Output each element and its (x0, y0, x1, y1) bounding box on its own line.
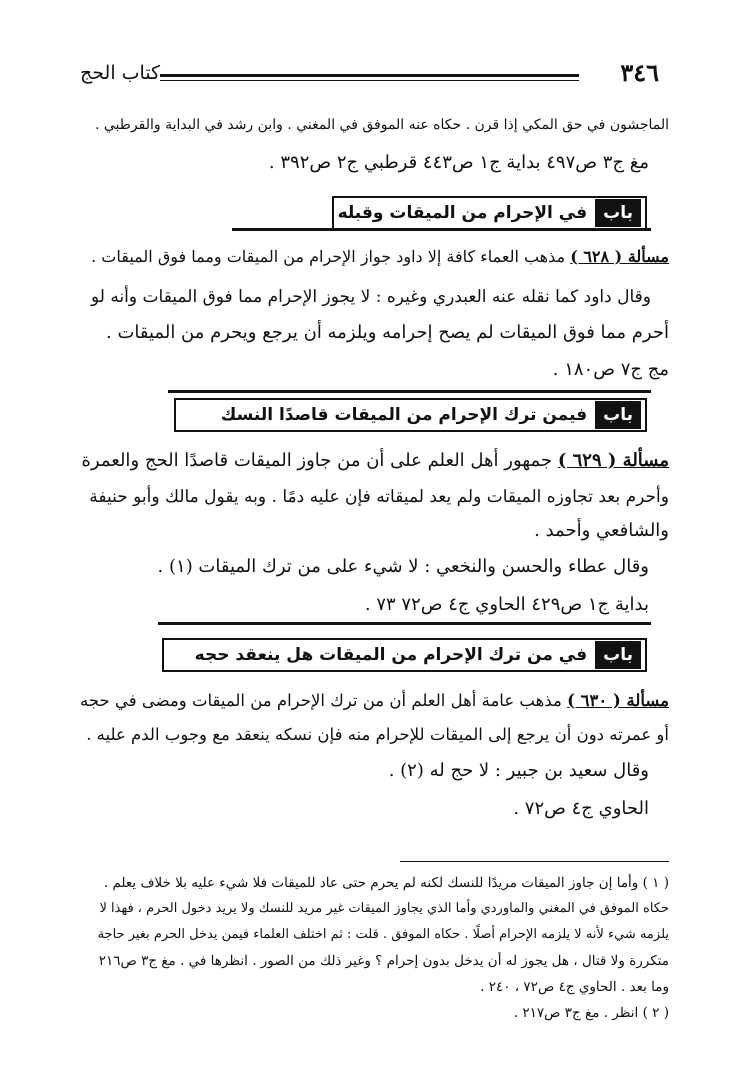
masala-label: مسألة ( ٦٢٩ ) (557, 450, 669, 471)
footnote-1-line: ( ١ ) وأما إن جاوز الميقات مريدًا للنسك لكنه لم يحرم حتى عاد للميقات فلا شيء عليه بلا خلاف يعلم . (103, 875, 669, 891)
reference-line: مج ج٧ ص١٨٠ . (552, 359, 669, 380)
paragraph-line: والشافعي وأحمد . (534, 520, 669, 541)
paragraph-line: أو عمرته دون أن يرجع إلى الميقات للإحرام منه فإن نسكه ينعقد مع وجوب الدم عليه . (86, 725, 669, 744)
masala-629 (80, 446, 669, 476)
section-title: فيمن ترك الإحرام من الميقات قاصدًا النسك (220, 405, 588, 425)
section-label: باب (595, 641, 641, 669)
section-label: باب (595, 199, 641, 227)
masala-label: مسألة ( ٦٣٠ ) (567, 691, 669, 710)
section-heading (332, 196, 647, 230)
footnote-1-line: متكررة ولا قتال ، هل يجوز له أن يدخل بدون إحرام ؟ وغير ذلك من الصور . انظرها في . مغ ج٣ ص٢١٦ (98, 953, 669, 969)
paragraph-line: وأحرم بعد تجاوزه الميقات ولم يعد لميقاته فإن عليه دمًا . وبه يقول مالك وأبو حنيفة (89, 487, 669, 507)
masala-text: مذهب عامة أهل العلم أن من ترك الإحرام من الميقات ومضى في حجه (80, 691, 562, 710)
footnote-1-line: يلزمه شيء لأنه لا يلزمه الإحرام أصلًا . حكاه الموفق . قلت : ثم اختلف العلماء فيمن يدخل الحرم بغير حاجة (97, 927, 669, 942)
section-heading (162, 638, 647, 672)
running-title: كتاب الحج (80, 62, 161, 84)
header-rule-thin (160, 80, 579, 81)
masala-628 (80, 242, 669, 272)
section-title: في الإحرام من الميقات وقبله (337, 203, 588, 223)
section-title: في من ترك الإحرام من الميقات هل ينعقد حجه (194, 645, 588, 665)
section-heading (174, 398, 647, 432)
section-heading-divider (168, 390, 651, 393)
section-label: باب (595, 401, 641, 429)
paragraph-line: وقال عطاء والحسن والنخعي : لا شيء على من ترك الميقات (١) . (157, 556, 649, 577)
intro-reference: مغ ج٣ ص٤٩٧ بداية ج١ ص٤٤٣ قرطبي ج٢ ص٣٩٢ . (268, 152, 649, 173)
masala-text: مذهب العماء كافة إلا داود جواز الإحرام من الميقات ومما فوق الميقات . (91, 247, 566, 266)
footnote-2: ( ٢ ) انظر . مغ ج٣ ص٢١٧ . (513, 1005, 669, 1021)
paragraph-line: وقال داود كما نقله عنه العبدري وغيره : لا يجوز الإحرام مما فوق الميقات وأنه لو (90, 287, 651, 307)
reference-line: بداية ج١ ص٤٢٩ الحاوي ج٤ ص٧٢ ٧٣ . (364, 594, 649, 615)
page-number: ٣٤٦ (620, 58, 659, 87)
intro-line: الماجشون في حق المكي إذا قرن . حكاه عنه الموفق في المغني . وابن رشد في البداية والقرطبي . (94, 117, 669, 133)
header-rule (160, 74, 579, 77)
footnote-1-line: حكاه الموفق في المغني والماوردي وأما الذي يجاوز الميقات غير مريد للنسك ولا يريد دخول الحرم ، فهذا لا (99, 901, 669, 916)
reference-line: الحاوي ج٤ ص٧٢ . (513, 798, 649, 819)
paragraph-line: أحرم مما فوق الميقات لم يصح إحرامه ويلزمه أن يرجع ويحرم من الميقات . (106, 322, 669, 343)
paragraph-line: وقال سعيد بن جبير : لا حج له (٢) . (388, 760, 649, 781)
section-heading-divider (158, 622, 651, 625)
masala-630 (80, 686, 669, 716)
masala-text: جمهور أهل العلم على أن من جاوز الميقات قاصدًا الحج والعمرة (81, 450, 553, 471)
footnote-separator (400, 861, 669, 862)
footnote-1-line: وما بعد . الحاوي ج٤ ص٧٢ ، ٢٤٠ . (480, 979, 669, 995)
masala-label: مسألة ( ٦٢٨ ) (570, 247, 669, 266)
